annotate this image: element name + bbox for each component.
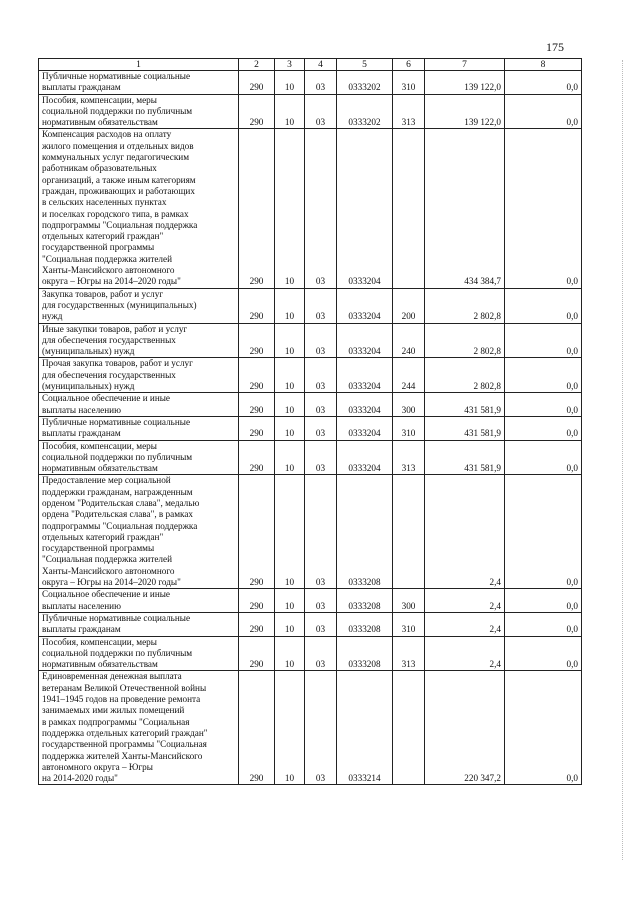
amount-cell: 431 581,9 [425,393,505,417]
target-article-cell: 0333204 [337,393,393,417]
expense-type-cell: 313 [393,636,425,671]
subsection-cell: 03 [305,636,337,671]
target-article-cell: 0333204 [337,440,393,475]
row-name-cell: Единовременная денежная выплата ветеранам Великой Отечественной войны 1941–1945 годов на проведение ремонта занимаемых ими жилых помещений в рамках подпрограммы "Социальная поддержка отдельных категорий граждан" государственной программы "Социальная поддержка жителей Ханты-Мансийского автономного округа – Югры на 2014-2020 годы" [39,671,239,785]
expense-type-cell [393,129,425,288]
admin-code-cell: 290 [239,671,275,785]
subsection-cell: 03 [305,475,337,589]
section-cell: 10 [275,358,305,393]
amount-cell: 2,4 [425,612,505,636]
row-name-cell: Социальное обеспечение и иные выплаты населению [39,589,239,613]
table-body [39,71,582,785]
column-header: 5 [337,59,393,71]
row-name-cell: Закупка товаров, работ и услуг для государственных (муниципальных) нужд [39,288,239,323]
row-name-cell: Пособия, компенсации, меры социальной поддержки по публичным нормативным обязательствам [39,636,239,671]
amount-cell: 0,0 [505,440,582,475]
section-cell: 10 [275,671,305,785]
table-row [39,416,582,440]
amount-cell: 2,4 [425,475,505,589]
expense-type-cell: 200 [393,288,425,323]
section-cell: 10 [275,323,305,358]
expense-type-cell [393,671,425,785]
section-cell: 10 [275,71,305,95]
section-cell: 10 [275,612,305,636]
subsection-cell: 03 [305,94,337,129]
target-article-cell: 0333208 [337,612,393,636]
admin-code-cell: 290 [239,636,275,671]
row-name-cell: Публичные нормативные социальные выплаты гражданам [39,612,239,636]
expense-type-cell: 300 [393,589,425,613]
admin-code-cell: 290 [239,323,275,358]
row-name-cell: Пособия, компенсации, меры социальной поддержки по публичным нормативным обязательствам [39,440,239,475]
column-header: 7 [425,59,505,71]
expense-type-cell: 244 [393,358,425,393]
table-row [39,71,582,95]
subsection-cell: 03 [305,288,337,323]
row-name-cell: Компенсация расходов на оплату жилого помещения и отдельных видов коммунальных услуг педагогическим работникам образовательных организаций, а также иным категориям граждан, проживающих и работающих в сельских населенных пунктах и поселках городского типа, в рамках подпрограммы "Социальная поддержка отдельных категорий граждан" государственной программы "Социальная поддержка жителей Ханты-Мансийского автономного округа – Югры на 2014–2020 годы" [39,129,239,288]
subsection-cell: 03 [305,358,337,393]
column-header: 1 [39,59,239,71]
amount-cell: 0,0 [505,358,582,393]
row-name-cell: Социальное обеспечение и иные выплаты населению [39,393,239,417]
table-row [39,393,582,417]
subsection-cell: 03 [305,612,337,636]
subsection-cell: 03 [305,416,337,440]
table-row [39,288,582,323]
subsection-cell: 03 [305,440,337,475]
table-row [39,94,582,129]
expense-type-cell: 310 [393,612,425,636]
amount-cell: 0,0 [505,416,582,440]
column-header: 4 [305,59,337,71]
table-row [39,475,582,589]
amount-cell: 0,0 [505,129,582,288]
amount-cell: 220 347,2 [425,671,505,785]
target-article-cell: 0333214 [337,671,393,785]
target-article-cell: 0333204 [337,129,393,288]
admin-code-cell: 290 [239,94,275,129]
expense-type-cell: 310 [393,416,425,440]
admin-code-cell: 290 [239,475,275,589]
expense-type-cell [393,475,425,589]
expense-type-cell: 310 [393,71,425,95]
section-cell: 10 [275,440,305,475]
admin-code-cell: 290 [239,393,275,417]
target-article-cell: 0333204 [337,416,393,440]
admin-code-cell: 290 [239,129,275,288]
subsection-cell: 03 [305,129,337,288]
page-number: 175 [546,40,564,54]
section-cell: 10 [275,393,305,417]
admin-code-cell: 290 [239,288,275,323]
section-cell: 10 [275,589,305,613]
table-row [39,129,582,288]
row-name-cell: Публичные нормативные социальные выплаты гражданам [39,71,239,95]
target-article-cell: 0333204 [337,358,393,393]
amount-cell: 2 802,8 [425,358,505,393]
amount-cell: 0,0 [505,671,582,785]
amount-cell: 431 581,9 [425,440,505,475]
expense-type-cell: 313 [393,440,425,475]
expense-type-cell: 240 [393,323,425,358]
target-article-cell: 0333202 [337,71,393,95]
row-name-cell: Предоставление мер социальной поддержки гражданам, награжденным орденом "Родительская слава", медалью ордена "Родительская слава", в рамках подпрограммы "Социальная поддержка отдельных категорий граждан" государственной программы "Социальная поддержка жителей Ханты-Мансийского автономного округа – Югры на 2014–2020 годы" [39,475,239,589]
amount-cell: 2 802,8 [425,288,505,323]
section-cell: 10 [275,475,305,589]
target-article-cell: 0333204 [337,288,393,323]
subsection-cell: 03 [305,393,337,417]
target-article-cell: 0333202 [337,94,393,129]
amount-cell: 431 581,9 [425,416,505,440]
row-name-cell: Пособия, компенсации, меры социальной поддержки по публичным нормативным обязательствам [39,94,239,129]
admin-code-cell: 290 [239,612,275,636]
admin-code-cell: 290 [239,358,275,393]
table-row [39,612,582,636]
table-row [39,589,582,613]
table-header-row [39,59,582,71]
row-name-cell: Прочая закупка товаров, работ и услуг для обеспечения государственных (муниципальных) нужд [39,358,239,393]
amount-cell: 139 122,0 [425,71,505,95]
subsection-cell: 03 [305,589,337,613]
amount-cell: 2,4 [425,636,505,671]
subsection-cell: 03 [305,671,337,785]
amount-cell: 0,0 [505,393,582,417]
table-row [39,323,582,358]
amount-cell: 0,0 [505,636,582,671]
table-row [39,440,582,475]
column-header: 2 [239,59,275,71]
expense-type-cell: 313 [393,94,425,129]
subsection-cell: 03 [305,323,337,358]
amount-cell: 0,0 [505,323,582,358]
target-article-cell: 0333204 [337,323,393,358]
section-cell: 10 [275,94,305,129]
amount-cell: 2,4 [425,589,505,613]
table-row [39,636,582,671]
admin-code-cell: 290 [239,416,275,440]
amount-cell: 434 384,7 [425,129,505,288]
row-name-cell: Публичные нормативные социальные выплаты гражданам [39,416,239,440]
column-header: 8 [505,59,582,71]
section-cell: 10 [275,288,305,323]
budget-table [38,58,582,785]
target-article-cell: 0333208 [337,475,393,589]
amount-cell: 0,0 [505,288,582,323]
amount-cell: 139 122,0 [425,94,505,129]
amount-cell: 0,0 [505,94,582,129]
amount-cell: 0,0 [505,612,582,636]
table-row [39,358,582,393]
column-header: 3 [275,59,305,71]
admin-code-cell: 290 [239,440,275,475]
admin-code-cell: 290 [239,71,275,95]
amount-cell: 0,0 [505,589,582,613]
target-article-cell: 0333208 [337,636,393,671]
row-name-cell: Иные закупки товаров, работ и услуг для обеспечения государственных (муниципальных) нужд [39,323,239,358]
table-row [39,671,582,785]
amount-cell: 2 802,8 [425,323,505,358]
subsection-cell: 03 [305,71,337,95]
section-cell: 10 [275,636,305,671]
expense-type-cell: 300 [393,393,425,417]
target-article-cell: 0333208 [337,589,393,613]
scan-edge-marks [622,60,629,860]
section-cell: 10 [275,416,305,440]
amount-cell: 0,0 [505,71,582,95]
admin-code-cell: 290 [239,589,275,613]
section-cell: 10 [275,129,305,288]
amount-cell: 0,0 [505,475,582,589]
column-header: 6 [393,59,425,71]
